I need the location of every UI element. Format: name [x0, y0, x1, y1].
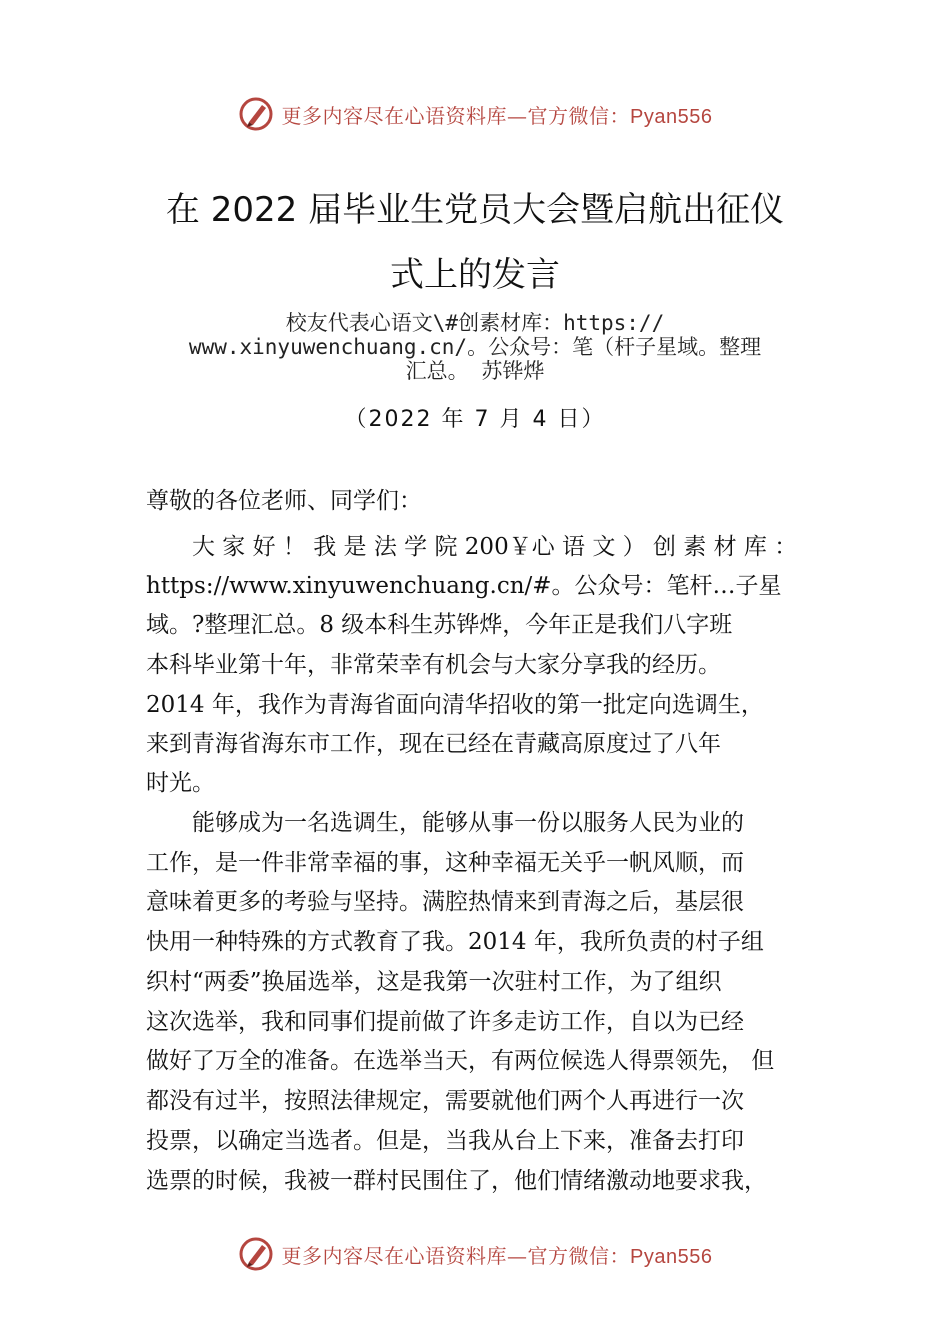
body-line: 本科毕业第十年，非常荣幸有机会与大家分享我的经历。	[146, 652, 721, 678]
pen-in-circle-logo	[238, 96, 274, 132]
body-line: 意味着更多的考验与坚持。满腔热情来到青海之后，基层很	[146, 889, 744, 915]
body-line: 时光。	[146, 770, 215, 796]
body-line: 大 家 好 ！ 我 是 法 学 院 200￥心 语 文 ） 创 素 材 库 ：	[146, 534, 798, 560]
byline-line-3: 汇总。 苏铧烨	[405, 359, 545, 383]
byline-line-2: www.xinyuwenchuang.cn/。公众号：笔（杆子星域。整理	[188, 335, 762, 359]
body-line: 织村“两委”换届选举，这是我第一次驻村工作，为了组织	[146, 969, 722, 995]
body-line: 投票，以确定当选者。但是，当我从台上下来，准备去打印	[146, 1128, 744, 1154]
body-line: 快用一种特殊的方式教育了我。2014 年，我所负责的村子组	[146, 929, 764, 955]
body-line: 都没有过半，按照法律规定，需要就他们两个人再进行一次	[146, 1088, 744, 1114]
document-title-line-1: 在 2022 届毕业生党员大会暨启航出征仪	[165, 190, 785, 230]
body-line: 工作，是一件非常幸福的事，这种幸福无关乎一帆风顺，而	[146, 850, 744, 876]
body-line: 能够成为一名选调生，能够从事一份以服务人民为业的	[146, 810, 744, 836]
body-line: 这次选举，我和同事们提前做了许多走访工作，自以为已经	[146, 1009, 744, 1035]
footer-watermark	[0, 1232, 950, 1276]
watermark-text: 更多内容尽在心语资料库—官方微信：Pyan556	[281, 1243, 713, 1268]
body-line: 域。?整理汇总。8 级本科生苏铧烨，今年正是我们八字班	[146, 612, 733, 638]
speech-date: （2022 年 7 月 4 日）	[344, 407, 606, 432]
body-line: 2014 年，我作为青海省面向清华招收的第一批定向选调生，	[146, 692, 764, 718]
body-line: 来到青海省海东市工作，现在已经在青藏高原度过了八年	[146, 731, 721, 757]
body-line: 选票的时候，我被一群村民围住了，他们情绪激动地要求我，	[146, 1168, 767, 1194]
pen-in-circle-logo	[238, 1236, 274, 1272]
header-watermark	[0, 92, 950, 136]
salutation: 尊敬的各位老师、同学们：	[146, 488, 422, 514]
watermark-text: 更多内容尽在心语资料库—官方微信：Pyan556	[281, 103, 713, 128]
byline-line-1: 校友代表心语文\#创素材库：https://	[285, 311, 665, 335]
body-line: 做好了万全的准备。在选举当天，有两位候选人得票领先， 但	[146, 1048, 775, 1074]
document-title-line-2: 式上的发言	[390, 255, 560, 295]
body-line: https://www.xinyuwenchuang.cn/#。公众号：笔杆…子星	[146, 573, 782, 599]
